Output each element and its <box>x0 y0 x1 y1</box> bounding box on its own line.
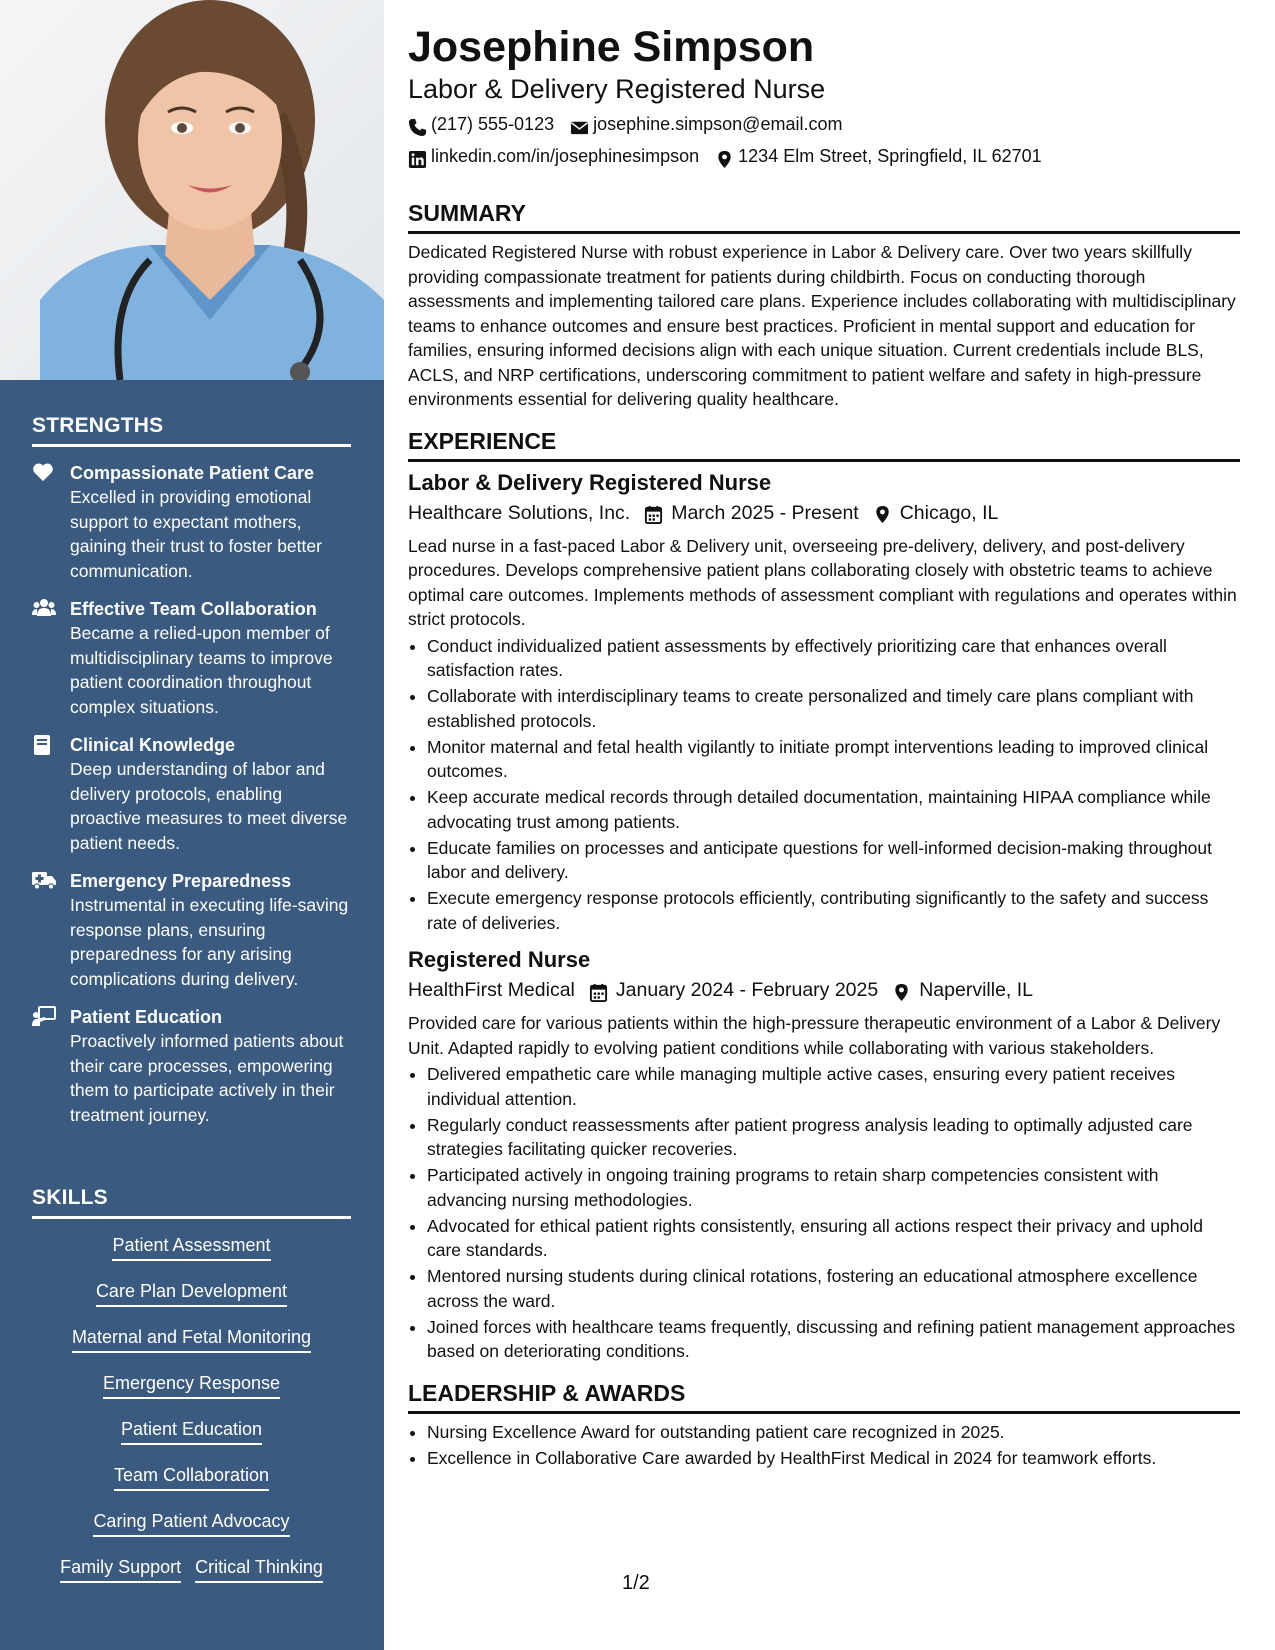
strength-title: Emergency Preparedness <box>70 871 292 891</box>
job-location: Naperville, IL <box>919 979 1034 1001</box>
awards-section <box>408 1378 1240 1471</box>
job-meta <box>408 975 1240 1005</box>
strength-title: Compassionate Patient Care <box>70 463 315 483</box>
list-item: • Nursing Excellence Award for outstanding patient care recognized in 2025. <box>427 1420 1240 1445</box>
phone-contact <box>408 108 554 140</box>
strength-desc: Deep understanding of labor and delivery protocols, enabling proactive measures to meet diverse patient needs. <box>70 759 348 853</box>
experience-divider <box>408 459 1240 462</box>
strength-item <box>32 597 351 719</box>
skills-divider <box>32 1216 351 1219</box>
list-item: • Educate families on processes and anticipate questions for well-informed decision-making throughout labor and delivery. <box>427 836 1240 885</box>
job-title: Labor & Delivery Registered Nurse <box>408 469 772 495</box>
list-item: • Monitor maternal and fetal health vigilantly to initiate prompt interventions leading to improved clinical outcomes. <box>427 735 1240 784</box>
awards-divider <box>408 1411 1240 1414</box>
strength-title: Effective Team Collaboration <box>70 599 317 619</box>
job-company: HealthFirst Medical <box>408 979 575 1001</box>
list-item: • Collaborate with interdisciplinary teams to create personalized and timely care plans compliant with established protocols. <box>427 684 1240 733</box>
strength-item <box>32 1005 351 1127</box>
skill-tag: Patient Assessment <box>112 1233 270 1261</box>
calendar-icon <box>589 981 608 1000</box>
list-item: • Mentored nursing students during clinical rotations, fostering an educational atmosphere excellence across the ward. <box>427 1264 1240 1313</box>
skills-title: SKILLS <box>32 1186 108 1209</box>
map-pin-icon <box>892 981 911 1000</box>
strengths-title: STRENGTHS <box>32 414 164 437</box>
ambulance-icon <box>32 870 56 892</box>
skill-tag: Care Plan Development <box>96 1279 287 1307</box>
list-item: • Conduct individualized patient assessments by effectively prioritizing care that enhances overall satisfaction rates. <box>427 634 1240 683</box>
users-icon <box>32 598 56 620</box>
awards-list <box>408 1420 1240 1471</box>
skills-section <box>32 1186 351 1601</box>
strength-desc: Instrumental in executing life-saving response plans, ensuring preparedness for any arising complications during delivery. <box>70 895 349 989</box>
list-item: • Joined forces with healthcare teams frequently, discussing and refining patient management approaches based on deteriorating conditions. <box>427 1315 1240 1364</box>
main-content <box>408 22 1240 1472</box>
summary-title: SUMMARY <box>408 200 526 226</box>
skill-tag: Family Support <box>60 1555 181 1583</box>
skill-tag: Critical Thinking <box>195 1555 323 1583</box>
job-location: Chicago, IL <box>899 501 999 524</box>
list-item: • Regularly conduct reassessments after patient progress analysis leading to optimally adjusted care strategies facilitating quicker recoveries. <box>427 1113 1240 1162</box>
strength-desc: Became a relied-upon member of multidisciplinary teams to improve patient coordination throughout complex situations. <box>70 623 333 717</box>
strength-desc: Excelled in providing emotional support to expectant mothers, gaining their trust to foster better communication. <box>70 487 322 581</box>
job-entry <box>408 468 1240 936</box>
map-pin-icon <box>873 503 892 522</box>
strength-item <box>32 461 351 583</box>
candidate-name: Josephine Simpson <box>408 23 815 71</box>
skill-list <box>32 1233 351 1601</box>
strength-item <box>32 733 351 855</box>
skill-tag: Maternal and Fetal Monitoring <box>72 1325 311 1353</box>
sidebar <box>0 0 384 1650</box>
experience-title: EXPERIENCE <box>408 427 557 454</box>
candidate-role: Labor & Delivery Registered Nurse <box>408 74 826 104</box>
job-bullets <box>408 634 1240 936</box>
calendar-icon <box>644 503 663 522</box>
linkedin-contact[interactable] <box>408 140 699 172</box>
job-company: Healthcare Solutions, Inc. <box>408 501 631 524</box>
strength-title: Clinical Knowledge <box>70 735 236 755</box>
job-bullets <box>408 1062 1240 1364</box>
list-item: • Participated actively in ongoing training programs to retain sharp competencies consistent with advancing nursing methodologies. <box>427 1163 1240 1212</box>
page-number: 1/2 <box>622 1572 650 1594</box>
awards-title: LEADERSHIP & AWARDS <box>408 1379 686 1406</box>
contact-row <box>408 108 1240 140</box>
summary-section <box>408 198 1240 412</box>
skill-tag: Caring Patient Advocacy <box>93 1509 289 1537</box>
address-text: 1234 Elm Street, Springfield, IL 62701 <box>738 146 1042 166</box>
envelope-icon <box>570 115 589 134</box>
strengths-divider <box>32 444 351 447</box>
heart-icon <box>32 462 56 484</box>
email-text: josephine.simpson@email.com <box>593 114 843 134</box>
experience-section <box>408 426 1240 1364</box>
linkedin-icon <box>408 147 427 166</box>
strengths-section <box>32 414 351 1127</box>
job-title: Registered Nurse <box>408 947 591 972</box>
strength-title: Patient Education <box>70 1007 223 1027</box>
strength-item <box>32 869 351 991</box>
book-icon <box>32 734 56 756</box>
list-item: • Excellence in Collaborative Care awarded by HealthFirst Medical in 2024 for teamwork efforts. <box>427 1446 1240 1471</box>
address-contact <box>715 140 1042 172</box>
contact-row <box>408 140 1240 172</box>
phone-icon <box>408 115 427 134</box>
linkedin-text: linkedin.com/in/josephinesimpson <box>431 146 700 166</box>
job-description: Provided care for various patients within the high-pressure therapeutic environment of a Labor & Delivery Unit. Adapted rapidly to evolving patient conditions while collaborating with various stakeholders. <box>408 1013 1221 1058</box>
map-pin-icon <box>715 147 734 166</box>
list-item: • Advocated for ethical patient rights consistently, ensuring all actions respect their privacy and uphold care standards. <box>427 1214 1240 1263</box>
job-dates: March 2025 - Present <box>671 501 859 524</box>
skill-tag: Emergency Response <box>103 1371 280 1399</box>
skill-tag: Patient Education <box>121 1417 262 1445</box>
email-contact[interactable] <box>570 108 842 140</box>
list-item: • Execute emergency response protocols efficiently, contributing significantly to the safety and success rate of deliveries. <box>427 886 1240 935</box>
list-item: • Delivered empathetic care while managing multiple active cases, ensuring every patient receives individual attention. <box>427 1062 1240 1111</box>
skill-tag: Team Collaboration <box>114 1463 269 1491</box>
summary-text: Dedicated Registered Nurse with robust experience in Labor & Delivery care. Over two years skillfully providing compassionate treatment for patients during childbirth. Focus on conducting thorough assessments and implementing tailored care plans. Experience includes collaborating with multidisciplinary teams to enhance outcomes and ensure best practices. Proficient in mental support and education for families, ensuring informed decisions align with each unique situation. Current credentials include BLS, ACLS, and NRP certifications, underscoring commitment to patient welfare and safety in high-pressure environments essential for delivering quality healthcare. <box>408 242 1236 409</box>
job-description: Lead nurse in a fast-paced Labor & Delivery unit, overseeing pre-delivery, delivery, and post-delivery procedures. Develops comprehensive patient plans collaborating closely with obstetric teams to achieve optimal care outcomes. Implements methods of assessment compliant with regulations and operates within strict protocols. <box>408 535 1237 629</box>
strength-desc: Proactively informed patients about their care processes, empowering them to participate actively in their treatment journey. <box>70 1031 344 1125</box>
job-entry <box>408 945 1240 1364</box>
summary-divider <box>408 231 1240 234</box>
job-meta <box>408 498 1240 528</box>
teacher-icon <box>32 1006 56 1028</box>
phone-text: (217) 555-0123 <box>431 114 555 134</box>
list-item: • Keep accurate medical records through detailed documentation, maintaining HIPAA compliance while advocating trust among patients. <box>427 785 1240 834</box>
profile-photo <box>0 0 384 380</box>
job-dates: January 2024 - February 2025 <box>615 979 879 1001</box>
